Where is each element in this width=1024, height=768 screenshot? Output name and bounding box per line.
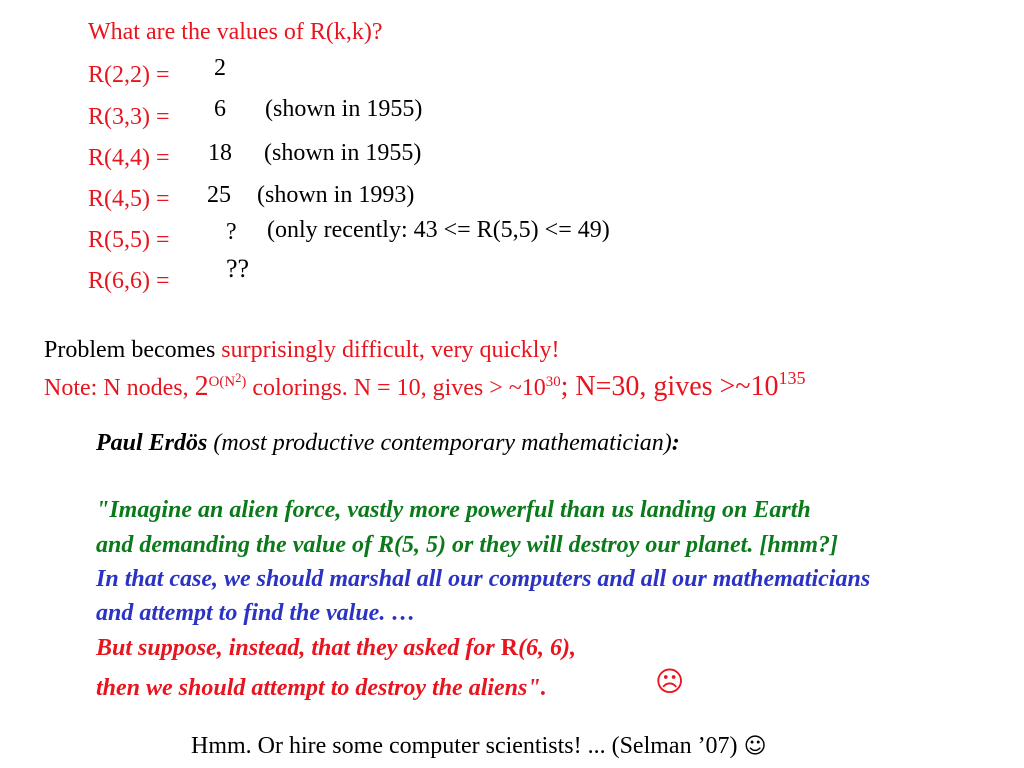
problem-line bbox=[44, 338, 559, 362]
quote-line-5-c: (6, 6), bbox=[518, 635, 577, 661]
note-exponent-c: ) bbox=[241, 374, 247, 391]
erdos-colon: : bbox=[671, 430, 680, 456]
quote-line-5 bbox=[96, 636, 576, 660]
note-line bbox=[44, 368, 806, 402]
erdos-line bbox=[96, 431, 680, 455]
erdos-desc: (most productive contemporary mathematician) bbox=[207, 430, 672, 456]
row-note-r33: (shown in 1955) bbox=[265, 96, 423, 122]
frown-face-icon: ☹ bbox=[655, 665, 685, 698]
quote-line-5-a: But suppose, instead, that they asked for bbox=[96, 635, 501, 661]
smile-face-icon: ☺ bbox=[743, 734, 767, 759]
quote-line-6-text: then we should attempt to destroy the aliens". bbox=[96, 675, 547, 701]
row-value-r66: ?? bbox=[226, 254, 250, 283]
erdos-name: Paul Erdös bbox=[96, 430, 208, 456]
row-label-r22: R(2,2) = bbox=[88, 62, 170, 88]
note-base: 2 bbox=[194, 371, 209, 402]
row-label-r33: R(3,3) = bbox=[88, 104, 170, 130]
row-note-r55: (only recently: 43 <= R(5,5) <= 49) bbox=[267, 217, 610, 243]
note-exponent-b: 2 bbox=[235, 371, 242, 386]
row-note-r44: (shown in 1955) bbox=[264, 140, 422, 166]
note-exponent bbox=[208, 371, 247, 391]
note-exponent-a: O(N bbox=[208, 374, 236, 391]
quote-line-1: "Imagine an alien force, vastly more powerful than us landing on Earth bbox=[96, 497, 811, 523]
row-value-r33: 6 bbox=[214, 96, 226, 122]
quote-line-4: and attempt to find the value. … bbox=[96, 600, 416, 626]
row-label-r45: R(4,5) = bbox=[88, 186, 170, 212]
question-heading: What are the values of R(k,k)? bbox=[88, 19, 383, 45]
row-label-r66: R(6,6) = bbox=[88, 268, 170, 294]
footer-text: Hmm. Or hire some computer scientists! ... (Selman ’07) bbox=[191, 733, 744, 759]
row-label-r44: R(4,4) = bbox=[88, 145, 170, 171]
row-note-r45: (shown in 1993) bbox=[257, 182, 415, 208]
row-value-r55: ? bbox=[226, 219, 237, 245]
row-value-r45: 25 bbox=[207, 182, 231, 208]
problem-prefix: Problem becomes bbox=[44, 337, 222, 363]
quote-line-6 bbox=[96, 676, 547, 700]
quote-line-3: In that case, we should marshal all our computers and all our mathematicians bbox=[96, 566, 871, 592]
note-exp30: 30 bbox=[545, 374, 561, 391]
row-value-r22: 2 bbox=[214, 55, 226, 81]
row-label-r55: R(5,5) = bbox=[88, 227, 170, 253]
quote-line-2: and demanding the value of R(5, 5) or they will destroy our planet. [hmm?] bbox=[96, 532, 839, 558]
quote-line-5-b: R bbox=[500, 635, 519, 661]
row-value-r44: 18 bbox=[208, 140, 232, 166]
footer-line bbox=[191, 734, 767, 758]
note-exp135: 135 bbox=[778, 368, 806, 389]
note-mid: colorings. N = 10, gives > ~10 bbox=[246, 375, 546, 401]
problem-highlight: surprisingly difficult, very quickly! bbox=[221, 337, 560, 363]
note-prefix: Note: N nodes, bbox=[44, 375, 195, 401]
note-tail: ; N=30, gives >~10 bbox=[560, 371, 779, 402]
